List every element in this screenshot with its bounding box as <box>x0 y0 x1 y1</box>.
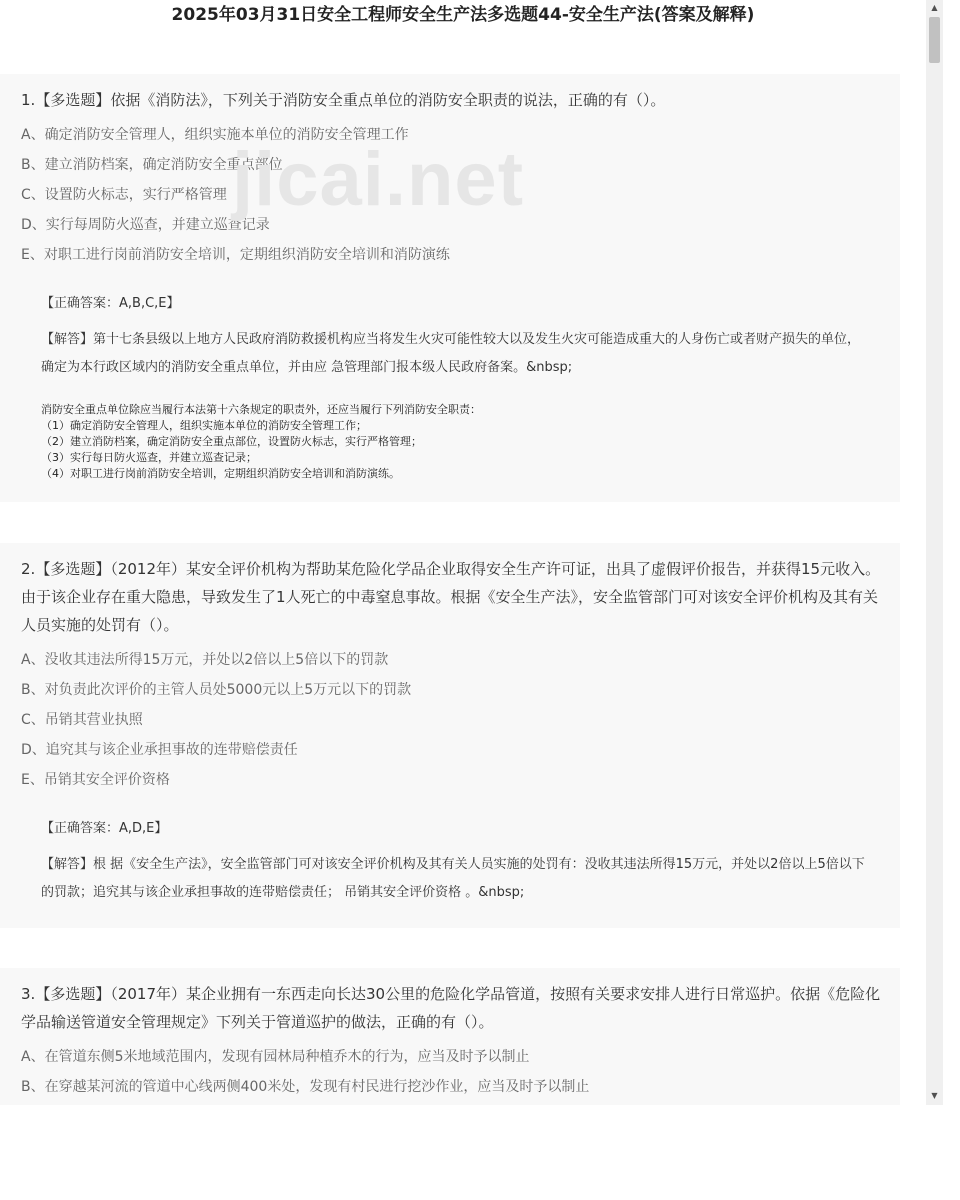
question-stem <box>21 980 884 1036</box>
scroll-thumb[interactable] <box>929 17 940 63</box>
correct-answer: 【正确答案：A,B,C,E】 <box>41 296 180 311</box>
option-e[interactable]: E、吊销其安全评价资格 <box>21 772 170 788</box>
question-type-badge: 【多选题】 <box>35 560 111 578</box>
question-card-2 <box>0 543 900 928</box>
note-line: （1）确定消防安全管理人，组织实施本单位的消防安全管理工作； <box>41 419 367 432</box>
question-type-badge: 【多选题】 <box>35 91 111 109</box>
vertical-scrollbar[interactable] <box>926 0 943 1105</box>
question-number: 1. <box>21 91 36 109</box>
note-line: （3）实行每日防火巡查，并建立巡查记录； <box>41 451 257 464</box>
question-card-1 <box>0 74 900 502</box>
question-stem <box>21 86 884 114</box>
option-list <box>21 645 884 795</box>
question-text: 依据《消防法》，下列关于消防安全重点单位的消防安全职责的说法，正确的有（）。 <box>110 91 666 109</box>
option-list <box>21 120 884 270</box>
question-card-3 <box>0 968 900 1105</box>
question-text: （2012年）某安全评价机构为帮助某危险化学品企业取得安全生产许可证，出具了虚假评价报告，并获得15元收入。由于该企业存在重大隐患，导致发生了1人死亡的中毒窒息事故。根据《安全生产法》，安全监管部门可对该安全评价机构及其有关人员实施的处罚有（）。 <box>21 560 881 634</box>
note-line: 消防安全重点单位除应当履行本法第十六条规定的职责外，还应当履行下列消防安全职责： <box>41 403 481 416</box>
question-number: 2. <box>21 560 36 578</box>
scroll-up-arrow-icon[interactable]: ▲ <box>931 3 938 12</box>
option-list <box>21 1042 884 1102</box>
note-line: （2）建立消防档案，确定消防安全重点部位，设置防火标志，实行严格管理； <box>41 435 422 448</box>
explanation-note <box>41 402 870 482</box>
page-title: 2025年03月31日安全工程师安全生产法多选题44-安全生产法(答案及解释) <box>171 5 755 25</box>
option-d[interactable]: D、实行每周防火巡查，并建立巡查记录 <box>21 217 270 233</box>
option-c[interactable]: C、吊销其营业执照 <box>21 712 143 728</box>
question-number: 3. <box>21 985 36 1003</box>
option-e[interactable]: E、对职工进行岗前消防安全培训，定期组织消防安全培训和消防演练 <box>21 247 450 263</box>
question-stem <box>21 555 884 639</box>
option-a[interactable]: A、确定消防安全管理人，组织实施本单位的消防安全管理工作 <box>21 127 409 143</box>
watermark-logo: jicai.net <box>232 137 524 222</box>
note-line: （4）对职工进行岗前消防安全培训，定期组织消防安全培训和消防演练。 <box>41 467 400 480</box>
correct-answer: 【正确答案：A,D,E】 <box>41 821 168 836</box>
question-text: （2017年）某企业拥有一东西走向长达30公里的危险化学品管道，按照有关要求安排人进行日常巡护。依据《危险化学品输送管道安全管理规定》下列关于管道巡护的做法，正确的有（）。 <box>21 985 881 1031</box>
explanation: 【解答】根 据《安全生产法》，安全监管部门可对该安全评价机构及其有关人员实施的处罚有：没收其违法所得15万元，并处以2倍以上5倍以下的罚款；追究其与该企业承担事故的连带赔偿责任； 吊销其安全评价资格 。&nbsp; <box>41 857 865 900</box>
explanation: 【解答】第十七条县级以上地方人民政府消防救援机构应当将发生火灾可能性较大以及发生火灾可能造成重大的人身伤亡或者财产损失的单位，确定为本行政区域内的消防安全重点单位，并由应 急管理部门报本级人民政府备案。&nbsp; <box>41 332 861 375</box>
option-a[interactable]: A、在管道东侧5米地域范围内，发现有园林局种植乔木的行为，应当及时予以制止 <box>21 1049 530 1065</box>
option-c[interactable]: C、设置防火标志，实行严格管理 <box>21 187 227 203</box>
option-b[interactable]: B、在穿越某河流的管道中心线两侧400米处，发现有村民进行挖沙作业，应当及时予以制止 <box>21 1079 590 1095</box>
option-d[interactable]: D、追究其与该企业承担事故的连带赔偿责任 <box>21 742 298 758</box>
question-type-badge: 【多选题】 <box>35 985 111 1003</box>
option-b[interactable]: B、对负责此次评价的主管人员处5000元以上5万元以下的罚款 <box>21 682 412 698</box>
scroll-down-arrow-icon[interactable]: ▼ <box>931 1091 938 1100</box>
option-a[interactable]: A、没收其违法所得15万元，并处以2倍以上5倍以下的罚款 <box>21 652 389 668</box>
option-b[interactable]: B、建立消防档案，确定消防安全重点部位 <box>21 157 283 173</box>
